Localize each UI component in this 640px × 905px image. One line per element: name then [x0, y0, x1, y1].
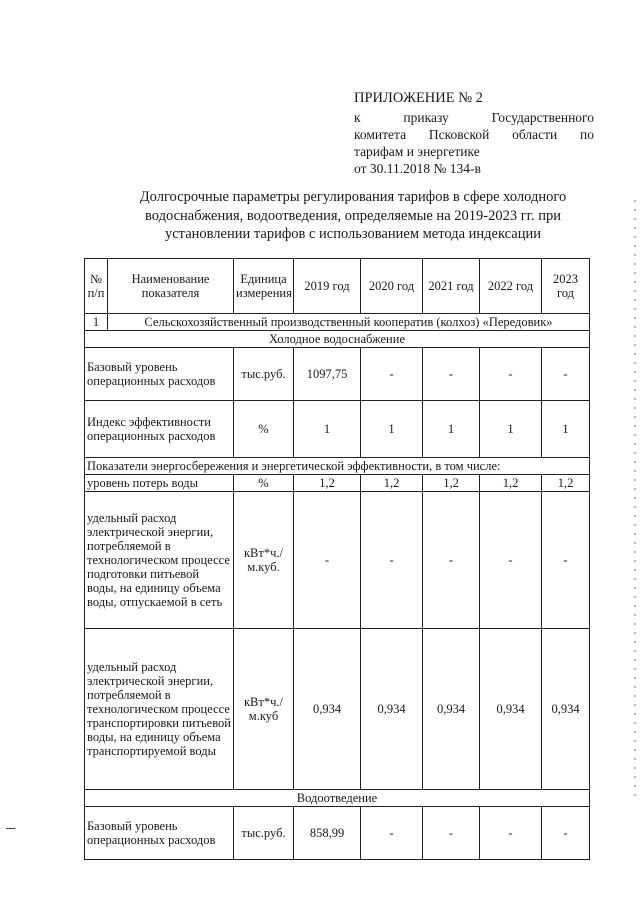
row-unit: кВт*ч./м.куб. — [234, 492, 294, 629]
section-water-title: Холодное водоснабжение — [85, 331, 590, 348]
row-value-2020: - — [361, 348, 423, 401]
org-name: Сельскохозяйственный производственный кооператив (колхоз) «Передовик» — [108, 314, 590, 331]
table-row — [85, 401, 590, 458]
header-unit: Единица измерения — [234, 259, 294, 314]
table-row — [85, 348, 590, 401]
row-value-2022: - — [480, 807, 542, 860]
row-value-2019: - — [294, 492, 361, 629]
parameters-table — [84, 258, 590, 860]
table-row — [85, 475, 590, 492]
row-value-2019: 0,934 — [294, 629, 361, 790]
appendix-title: ПРИЛОЖЕНИЕ № 2 — [354, 90, 483, 106]
row-value-2023: 0,934 — [542, 629, 590, 790]
row-value-2019: 1097,75 — [294, 348, 361, 401]
row-name: Базовый уровень операционных расходов — [85, 807, 234, 860]
row-unit: тыс.руб. — [234, 807, 294, 860]
appendix-block — [354, 90, 594, 177]
row-value-2022: - — [480, 492, 542, 629]
row-value-2019: 1,2 — [294, 475, 361, 492]
appendix-line: к приказу Государственного — [354, 110, 594, 125]
org-row — [85, 314, 590, 331]
row-value-2020: 1,2 — [361, 475, 423, 492]
header-2023: 2023 год — [542, 259, 590, 314]
row-unit: % — [234, 401, 294, 458]
row-value-2023: 1 — [542, 401, 590, 458]
table-row — [85, 807, 590, 860]
row-value-2022: - — [480, 348, 542, 401]
row-value-2019: 858,99 — [294, 807, 361, 860]
row-value-2023: - — [542, 807, 590, 860]
appendix-line: от 30.11.2018 № 134-в — [354, 161, 481, 176]
org-num: 1 — [85, 314, 108, 331]
section-row-sewer — [85, 790, 590, 807]
row-unit: кВт*ч./м.куб — [234, 629, 294, 790]
row-name: удельный расход электрической энергии, потребляемой в технологическом процессе транспортировки питьевой воды, на единицу объема транспортируемой воды — [85, 629, 234, 790]
header-2021: 2021 год — [423, 259, 480, 314]
row-unit: тыс.руб. — [234, 348, 294, 401]
header-name: Наименование показателя — [108, 259, 234, 314]
row-value-2021: - — [423, 492, 480, 629]
header-2022: 2022 год — [480, 259, 542, 314]
row-value-2021: - — [423, 348, 480, 401]
row-value-2021: 0,934 — [423, 629, 480, 790]
row-value-2021: - — [423, 807, 480, 860]
energy-header-row — [85, 458, 590, 475]
appendix-line: тарифам и энергетике — [354, 144, 480, 159]
row-value-2022: 1,2 — [480, 475, 542, 492]
header-num: № п/п — [85, 259, 108, 314]
scan-edge-dots — [634, 200, 636, 800]
energy-header: Показатели энергосбережения и энергетической эффективности, в том числе: — [85, 458, 590, 475]
row-value-2020: 1 — [361, 401, 423, 458]
scan-edge-mark — [6, 828, 15, 829]
appendix-line: комитета Псковской области по — [354, 127, 594, 142]
document-heading: Долгосрочные параметры регулирования тарифов в сфере холодного водоснабжения, водоотведения, определяемые на 2019-2023 гг. при установлении тарифов с использованием метода индексации — [139, 189, 567, 242]
row-value-2020: 0,934 — [361, 629, 423, 790]
header-2020: 2020 год — [361, 259, 423, 314]
row-value-2021: 1 — [423, 401, 480, 458]
row-value-2023: 1,2 — [542, 475, 590, 492]
table-header-row — [85, 259, 590, 314]
row-value-2023: - — [542, 492, 590, 629]
row-name: уровень потерь воды — [85, 475, 234, 492]
row-value-2023: - — [542, 348, 590, 401]
table-row — [85, 629, 590, 790]
row-value-2020: - — [361, 492, 423, 629]
row-name: удельный расход электрической энергии, потребляемой в технологическом процессе подготовки питьевой воды, на единицу объема воды, отпускаемой в сеть — [85, 492, 234, 629]
section-row-water — [85, 331, 590, 348]
row-name: Базовый уровень операционных расходов — [85, 348, 234, 401]
row-value-2021: 1,2 — [423, 475, 480, 492]
header-2019: 2019 год — [294, 259, 361, 314]
row-value-2022: 0,934 — [480, 629, 542, 790]
row-value-2019: 1 — [294, 401, 361, 458]
row-value-2022: 1 — [480, 401, 542, 458]
table-row — [85, 492, 590, 629]
row-name: Индекс эффективности операционных расходов — [85, 401, 234, 458]
row-value-2020: - — [361, 807, 423, 860]
section-sewer-title: Водоотведение — [85, 790, 590, 807]
row-unit: % — [234, 475, 294, 492]
